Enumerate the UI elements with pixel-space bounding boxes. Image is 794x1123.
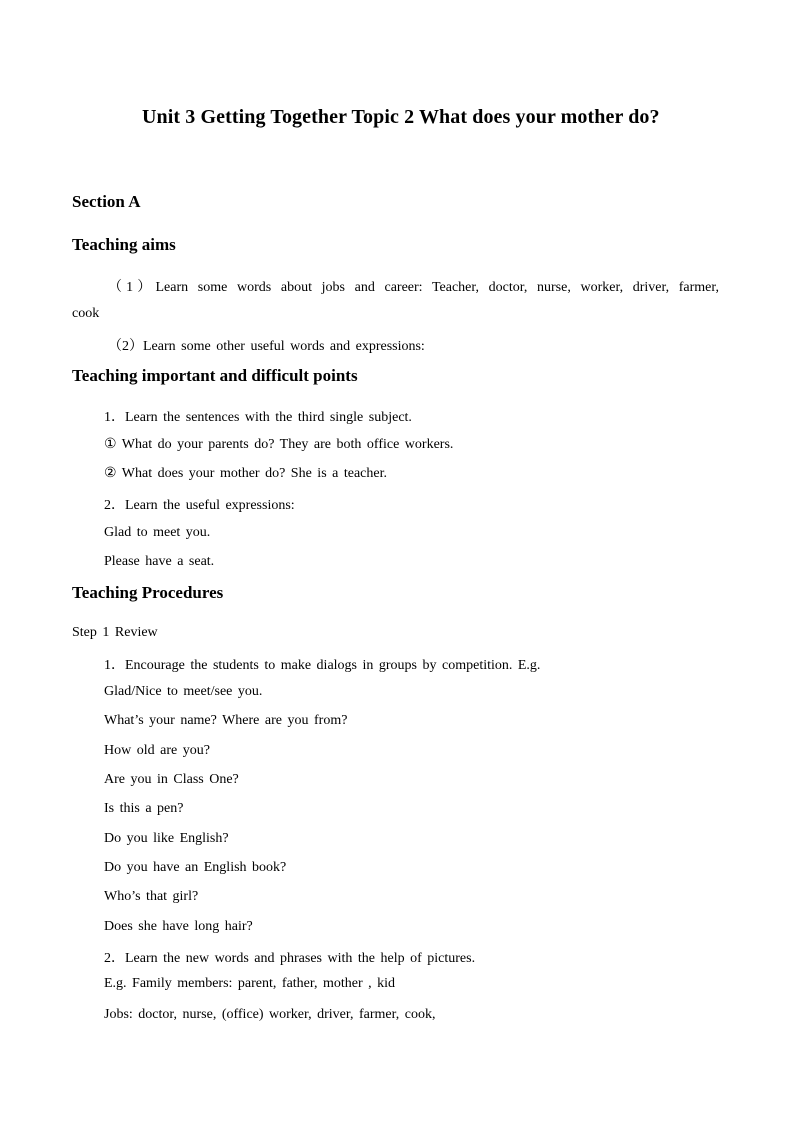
step-1-label: Step 1 Review <box>72 625 158 640</box>
procedure-line: What’s your name? Where are you from? <box>104 713 348 728</box>
section-heading: Section A <box>72 192 141 211</box>
procedure-line: E.g. Family members: parent, father, mother , kid <box>104 976 396 991</box>
points-heading: Teaching important and difficult points <box>72 366 358 385</box>
points-line: ② What does your mother do? She is a teacher. <box>104 466 387 481</box>
procedure-line: Are you in Class One? <box>104 772 239 787</box>
aims-item-1-continued: cook <box>72 306 100 321</box>
procedure-line: Jobs: doctor, nurse, (office) worker, driver, farmer, cook, <box>104 1007 436 1022</box>
teaching-aims-heading: Teaching aims <box>72 235 176 254</box>
points-line: ① What do your parents do? They are both office workers. <box>104 437 454 452</box>
procedure-line: Do you have an English book? <box>104 860 287 875</box>
points-line: Glad to meet you. <box>104 525 211 540</box>
procedure-line: Glad/Nice to meet/see you. <box>104 684 263 699</box>
procedure-line: Does she have long hair? <box>104 919 253 934</box>
procedures-heading: Teaching Procedures <box>72 583 224 602</box>
procedure-line: Who’s that girl? <box>104 889 199 904</box>
procedure-line: 2．Learn the new words and phrases with the help of pictures. <box>104 951 476 966</box>
procedure-line: Do you like English? <box>104 831 229 846</box>
points-line: 1．Learn the sentences with the third single subject. <box>104 410 412 425</box>
aims-item-2: （2）Learn some other useful words and expressions: <box>108 339 425 354</box>
procedure-line: 1．Encourage the students to make dialogs in groups by competition. E.g. <box>104 658 541 673</box>
procedure-line: Is this a pen? <box>104 801 184 816</box>
aims-item-1: （1）Learn some words about jobs and career: Teacher, doctor, nurse, worker, driver, farmer, <box>108 280 719 295</box>
points-line: Please have a seat. <box>104 554 215 569</box>
points-line: 2．Learn the useful expressions: <box>104 498 295 513</box>
procedure-line: How old are you? <box>104 743 210 758</box>
document-title: Unit 3 Getting Together Topic 2 What does your mother do? <box>142 106 660 128</box>
